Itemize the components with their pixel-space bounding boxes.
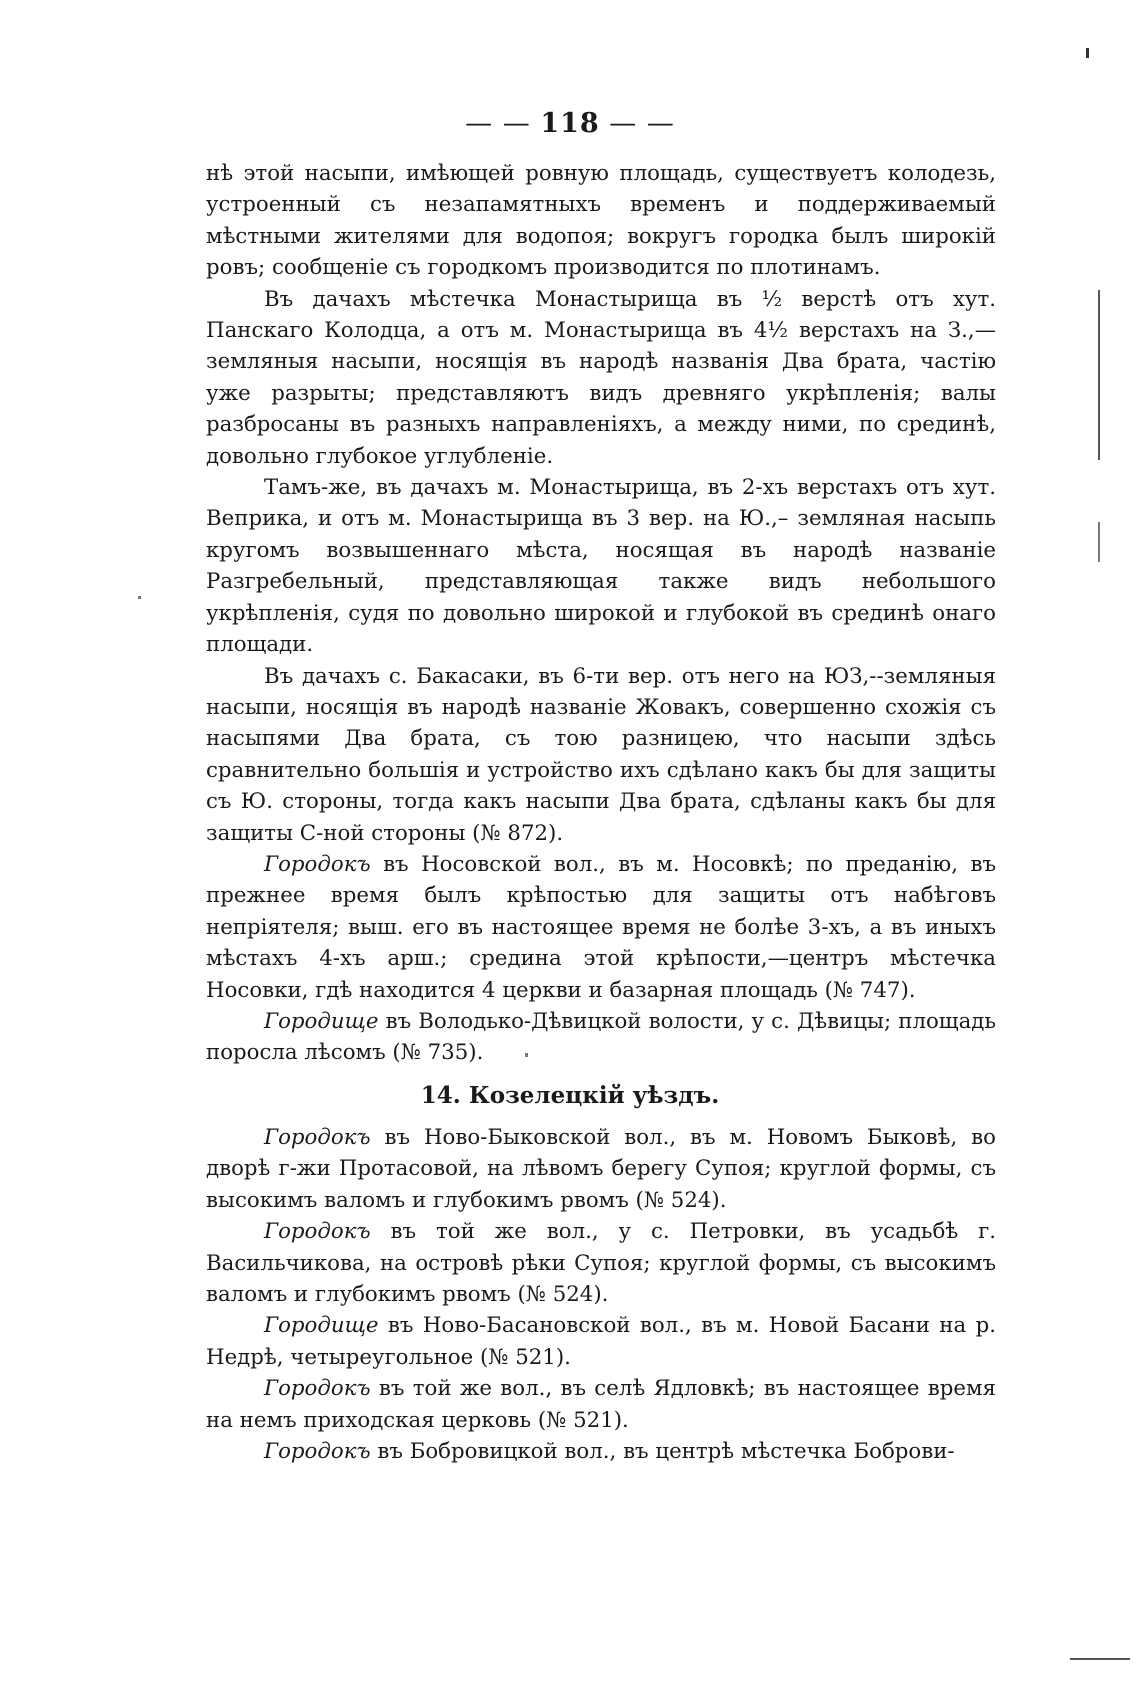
paragraph xyxy=(206,284,996,472)
paragraph-lead: Городокъ xyxy=(264,1439,371,1465)
paragraph xyxy=(206,1006,996,1069)
paragraph-text: Въ дачахъ мѣстечка Монастырища въ ½ верстѣ отъ хут. Панскаго Колодца, а отъ м. Монастырища въ 4½ верстахъ на З.,— земляныя насыпи, носящія въ народѣ названія Два брата, частію уже разрыты; представляютъ видъ древняго укрѣпленія; валы разбросаны въ разныхъ направленіяхъ, а между ними, по срединѣ, довольно глубокое углубленіе. xyxy=(206,286,996,469)
paragraph-lead: Городище xyxy=(264,1313,379,1339)
scan-mark xyxy=(525,1053,528,1057)
page-number xyxy=(0,108,1140,139)
paragraph-text: въ Носовской вол., въ м. Носовкѣ; по преданію, въ прежнее время былъ крѣпостью для защиты отъ набѣговъ непріятеля; выш. его въ настоящее время не болѣе 3-хъ, а въ иныхъ мѣстахъ 4-хъ арш.; средина этой крѣпости,—центръ мѣстечка Носовки, гдѣ находится 4 церкви и базарная площадь (№ 747). xyxy=(206,851,996,1003)
paragraph xyxy=(206,472,996,660)
paragraph-lead: Городище xyxy=(264,1008,379,1034)
paragraph-text: Въ дачахъ с. Бакасаки, въ 6-ти вер. отъ него на ЮЗ,--земляныя насыпи, носящія въ народѣ названіе Жовакъ, совершенно схожія съ насыпями Два брата, съ тою разницею, что насыпи здѣсь сравнительно большія и устройство ихъ сдѣлано какъ бы для защиты съ Ю. стороны, тогда какъ насыпи Два брата, сдѣланы какъ бы для защиты С-ной стороны (№ 872). xyxy=(206,663,996,846)
paragraph xyxy=(206,1122,996,1216)
scan-mark xyxy=(1098,522,1100,562)
paragraph-text: Тамъ-же, въ дачахъ м. Монастырища, въ 2-хъ верстахъ отъ хут. Веприка, и отъ м. Монастырища въ 3 вер. на Ю.,– земляная насыпь кругомъ возвышеннаго мѣста, носящая въ народѣ названіе Разгребельный, представляющая также видъ небольшого укрѣпленія, судя по довольно широкой и глубокой въ срединѣ онаго площади. xyxy=(206,475,996,658)
paragraph-text: нѣ этой насыпи, имѣющей ровную площадь, существуетъ колодезь, устроенный съ незапамятныхъ временъ и поддерживаемый мѣстными жителями для водопоя; вокругъ городка былъ широкій ровъ; сообщеніе съ городкомъ производится по плотинамъ. xyxy=(206,161,996,281)
paragraph-text: въ Бобровицкой вол., въ центрѣ мѣстечка Боброви- xyxy=(370,1439,955,1465)
paragraph xyxy=(206,849,996,1006)
scan-mark xyxy=(1086,48,1089,58)
scan-mark xyxy=(1098,290,1100,460)
paragraph-lead: Городокъ xyxy=(264,1376,371,1402)
page-number-dash-left: — — xyxy=(465,108,541,139)
paragraph xyxy=(206,1216,996,1310)
page-number-value: 118 xyxy=(540,108,600,139)
paragraph-text: въ Ново-Басановской вол., въ м. Новой Басани на р. Недрѣ, четыреугольное (№ 521). xyxy=(206,1313,996,1370)
paragraph xyxy=(206,1310,996,1373)
text-block-top xyxy=(206,158,996,1069)
section-heading: 14. Козелецкій уѣздъ. xyxy=(420,1082,720,1109)
scan-mark xyxy=(138,596,141,599)
paragraph xyxy=(206,1436,996,1467)
paragraph-text: въ той же вол., въ селѣ Ядловкѣ; въ настоящее время на немъ приходская церковь (№ 521). xyxy=(206,1376,996,1433)
paragraph-text: въ Ново-Быковской вол., въ м. Новомъ Быковѣ, во дворѣ г-жи Протасовой, на лѣвомъ берегу Супоя; круглой формы, съ высокимъ валомъ и глубокимъ рвомъ (№ 524). xyxy=(206,1125,996,1213)
paragraph-lead: Городокъ xyxy=(264,1125,371,1150)
paragraph-lead: Городокъ xyxy=(264,1219,371,1245)
paragraph-text: въ той же вол., у с. Петровки, въ усадьбѣ г. Васильчикова, на островѣ рѣки Супоя; круглой формы, съ высокимъ валомъ и глубокимъ рвомъ (№ 524). xyxy=(206,1219,996,1308)
scan-mark xyxy=(1070,1658,1130,1660)
page-number-dash-right: — — xyxy=(599,108,675,139)
paragraph xyxy=(206,1373,996,1436)
paragraph-lead: Городокъ xyxy=(264,851,371,877)
paragraph-text: въ Володько-Дѣвицкой волости, у с. Дѣвицы; площадь поросла лѣсомъ (№ 735). xyxy=(206,1008,996,1066)
paragraph xyxy=(206,158,996,284)
paragraph xyxy=(206,661,996,849)
text-block-bottom xyxy=(206,1122,996,1467)
